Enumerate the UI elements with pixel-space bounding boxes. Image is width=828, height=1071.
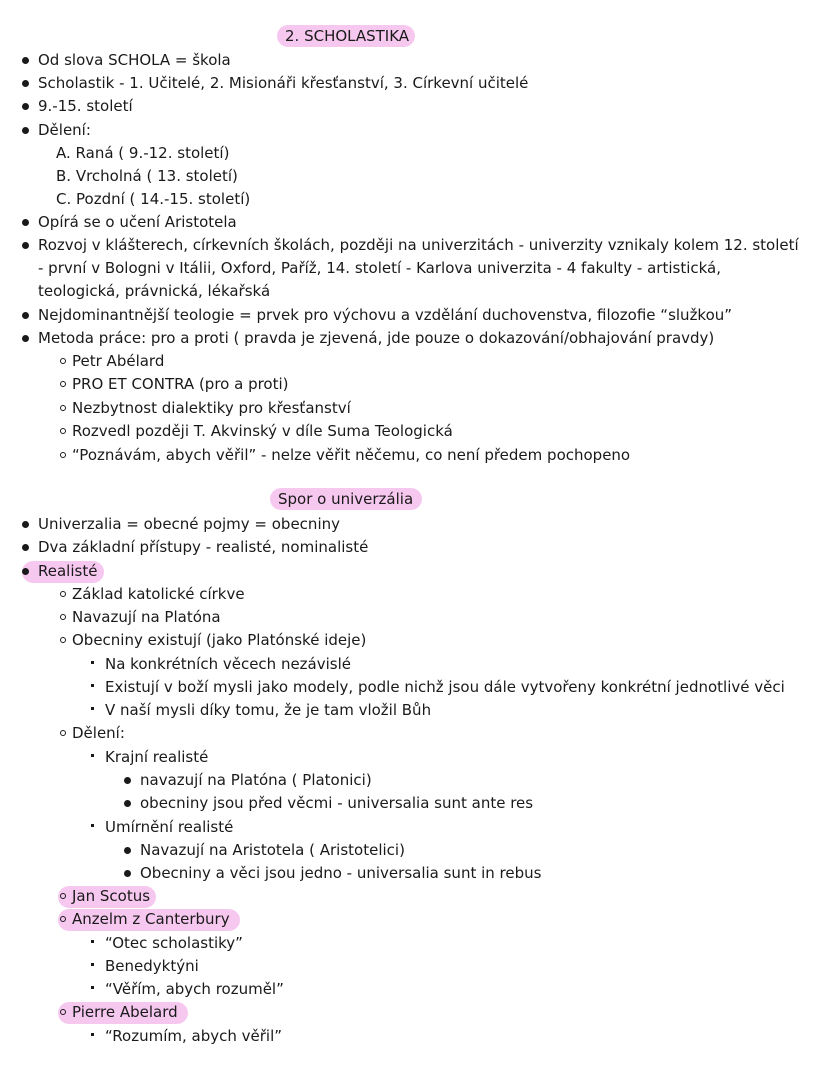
circle-marker [60, 730, 66, 736]
list-item: Rozvoj v klášterech, církevních školách, později na univerzitách - univerzity vznikaly kolem 12. století [38, 236, 799, 254]
list-item: C. Pozdní ( 14.-15. století) [56, 190, 251, 208]
list-item-continuation: teologická, právnická, lékařská [38, 282, 271, 300]
list-item: Od slova SCHOLA = škola [38, 51, 231, 69]
square-marker [91, 986, 94, 989]
circle-marker [60, 591, 66, 597]
circle-marker [60, 428, 66, 434]
list-item: Krajní realisté [105, 748, 209, 766]
list-item: PRO ET CONTRA (pro a proti) [72, 375, 289, 393]
list-item: Obecniny existují (jako Platónské ideje) [72, 631, 367, 649]
bullet-marker [22, 80, 29, 87]
list-item: Opírá se o učení Aristotela [38, 213, 237, 231]
circle-marker [60, 1009, 66, 1015]
list-item: “Otec scholastiky” [105, 934, 243, 952]
bullet-marker [22, 57, 29, 64]
list-item: Navazují na Platóna [72, 608, 221, 626]
list-item: A. Raná ( 9.-12. století) [56, 144, 230, 162]
bullet-marker [22, 242, 29, 249]
list-item: Obecniny a věci jsou jedno - universalia sunt in rebus [140, 864, 542, 882]
bullet-marker [22, 312, 29, 319]
list-item: Petr Abélard [72, 352, 165, 370]
list-item: Scholastik - 1. Učitelé, 2. Misionáři křesťanství, 3. Církevní učitelé [38, 74, 529, 92]
list-item: Dva základní přístupy - realisté, nominalisté [38, 538, 369, 556]
list-item: 9.-15. století [38, 97, 133, 115]
bullet-marker [124, 777, 131, 784]
list-item: Univerzalia = obecné pojmy = obecniny [38, 515, 340, 533]
circle-marker [60, 381, 66, 387]
page-title: 2. SCHOLASTIKA [285, 27, 410, 45]
bullet-marker [124, 847, 131, 854]
list-item: Pierre Abelard [72, 1003, 178, 1021]
list-item: Dělení: [38, 121, 91, 139]
list-item: navazují na Platóna ( Platonici) [140, 771, 372, 789]
list-item: Rozvedl později T. Akvinský v díle Suma Teologická [72, 422, 453, 440]
list-item: obecniny jsou před věcmi - universalia sunt ante res [140, 794, 534, 812]
list-item-continuation: - první v Bologni v Itálii, Oxford, Paříž, 14. století - Karlova univerzita - 4 fakulty - artistická, [38, 259, 722, 277]
list-item: “Rozumím, abych věřil” [105, 1027, 283, 1045]
square-marker [91, 684, 94, 687]
square-marker [91, 661, 94, 664]
bullet-marker [22, 335, 29, 342]
list-item: “Poznávám, abych věřil” - nelze věřit něčemu, co není předem pochopeno [72, 446, 631, 464]
list-item: Nejdominantnější teologie = prvek pro výchovu a vzdělání duchovenstva, filozofie “služkou” [38, 306, 733, 324]
list-item: Umírnění realisté [105, 818, 234, 836]
bullet-marker [22, 544, 29, 551]
bullet-marker [22, 568, 29, 575]
list-item: B. Vrcholná ( 13. století) [56, 167, 238, 185]
list-item: Dělení: [72, 724, 125, 742]
bullet-marker [22, 219, 29, 226]
bullet-marker [22, 127, 29, 134]
list-item: Základ katolické církve [72, 585, 245, 603]
square-marker [91, 824, 94, 827]
list-item: V naší mysli díky tomu, že je tam vložil Bůh [105, 701, 432, 719]
square-marker [91, 707, 94, 710]
list-item: Nezbytnost dialektiky pro křesťanství [72, 399, 351, 417]
list-item: Anzelm z Canterbury [72, 910, 230, 928]
circle-marker [60, 452, 66, 458]
list-item: Realisté [38, 562, 98, 580]
list-item: Na konkrétních věcech nezávislé [105, 655, 352, 673]
square-marker [91, 940, 94, 943]
square-marker [91, 754, 94, 757]
bullet-marker [124, 800, 131, 807]
list-item: Jan Scotus [72, 887, 151, 905]
square-marker [91, 1033, 94, 1036]
bullet-marker [22, 103, 29, 110]
list-item: Benedyktýni [105, 957, 199, 975]
list-item: Metoda práce: pro a proti ( pravda je zjevená, jde pouze o dokazování/obhajování pravdy) [38, 329, 715, 347]
circle-marker [60, 637, 66, 643]
section-title: Spor o univerzália [278, 490, 414, 508]
list-item: “Věřím, abych rozuměl” [105, 980, 284, 998]
list-item: Existují v boží mysli jako modely, podle nichž jsou dále vytvořeny konkrétní jednotlivé věci [105, 678, 785, 696]
circle-marker [60, 358, 66, 364]
list-item: Navazují na Aristotela ( Aristotelici) [140, 841, 405, 859]
circle-marker [60, 893, 66, 899]
circle-marker [60, 614, 66, 620]
square-marker [91, 963, 94, 966]
circle-marker [60, 916, 66, 922]
bullet-marker [124, 870, 131, 877]
bullet-marker [22, 521, 29, 528]
circle-marker [60, 405, 66, 411]
